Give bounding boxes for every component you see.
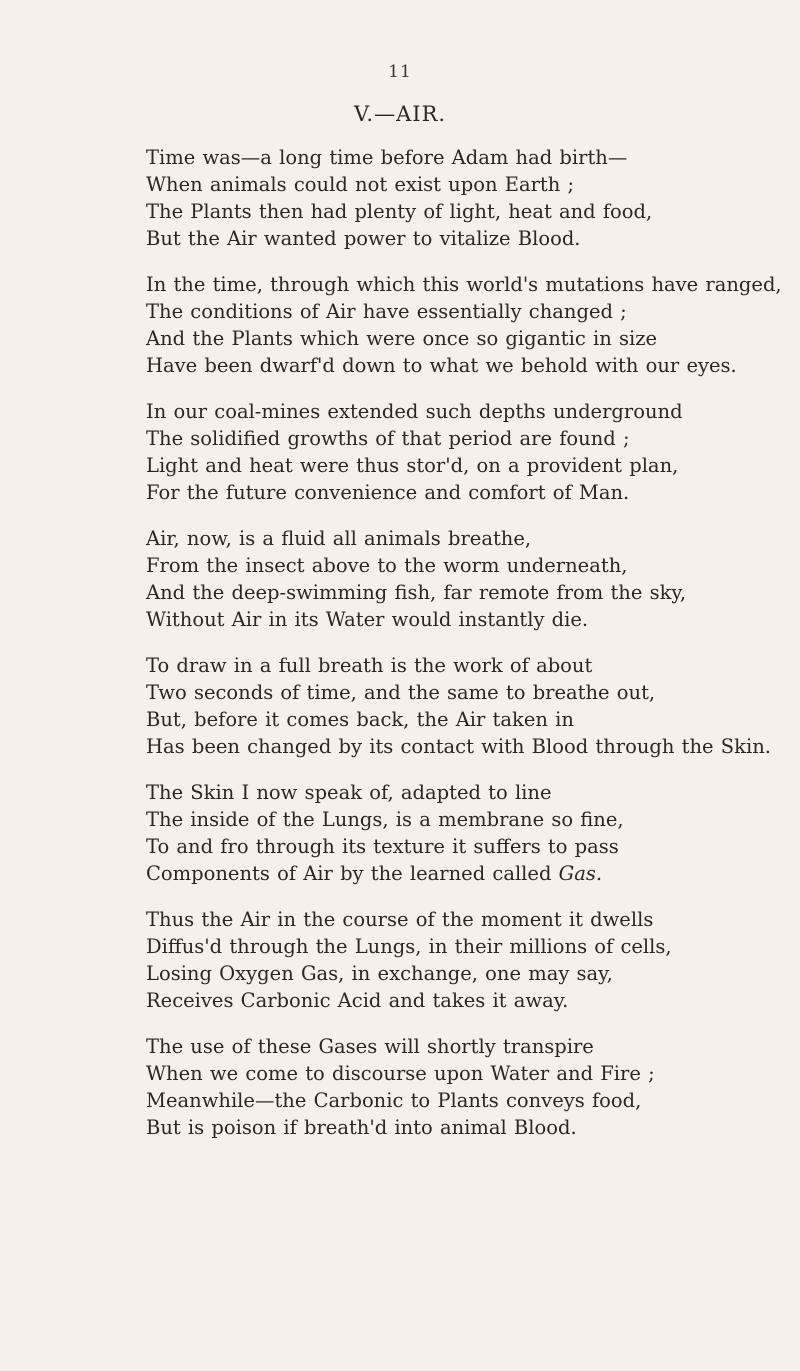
poem-line: Has been changed by its contact with Blood through the Skin. xyxy=(146,735,771,758)
poem-line: When we come to discourse upon Water and Fire ; xyxy=(146,1062,655,1085)
poem-line: For the future convenience and comfort of Man. xyxy=(146,481,630,504)
stanza-4 xyxy=(146,525,786,633)
poem-line: The Plants then had plenty of light, heat and food, xyxy=(146,200,653,223)
poem-line xyxy=(146,860,786,887)
stanza-5 xyxy=(146,652,786,760)
italic-word: Gas. xyxy=(558,862,603,885)
poem-body xyxy=(146,144,786,1160)
stanza-7 xyxy=(146,906,786,1014)
poem-line: The solidified growths of that period are found ; xyxy=(146,427,630,450)
stanza-6 xyxy=(146,779,786,887)
stanza-3 xyxy=(146,398,786,506)
page-number: 11 xyxy=(388,62,412,82)
poem-line: Air, now, is a fluid all animals breathe, xyxy=(146,527,532,550)
poem-line: When animals could not exist upon Earth ; xyxy=(146,173,575,196)
poem-line: Without Air in its Water would instantly die. xyxy=(146,608,589,631)
poem-line: And the deep-swimming fish, far remote from the sky, xyxy=(146,581,687,604)
poem-line: To and fro through its texture it suffers to pass xyxy=(146,835,619,858)
poem-line: The Skin I now speak of, adapted to line xyxy=(146,781,552,804)
stanza-1 xyxy=(146,144,786,252)
poem-line: But, before it comes back, the Air taken in xyxy=(146,708,574,731)
poem-line: And the Plants which were once so gigantic in size xyxy=(146,327,658,350)
poem-line: But the Air wanted power to vitalize Blood. xyxy=(146,227,581,250)
poem-line: Light and heat were thus stor'd, on a provident plan, xyxy=(146,454,679,477)
poem-line: The inside of the Lungs, is a membrane so fine, xyxy=(146,808,624,831)
poem-line-text: Components of Air by the learned called xyxy=(146,862,552,885)
poem-title: V.—AIR. xyxy=(353,102,447,126)
poem-line: The use of these Gases will shortly transpire xyxy=(146,1035,594,1058)
stanza-2 xyxy=(146,271,786,379)
poem-line: In the time, through which this world's mutations have ranged, xyxy=(146,273,782,296)
poem-line: Losing Oxygen Gas, in exchange, one may say, xyxy=(146,962,613,985)
poem-line: Two seconds of time, and the same to breathe out, xyxy=(146,681,656,704)
poem-line: Thus the Air in the course of the moment it dwells xyxy=(146,908,654,931)
poem-line: Diffus'd through the Lungs, in their millions of cells, xyxy=(146,935,672,958)
poem-line: To draw in a full breath is the work of about xyxy=(146,654,593,677)
poem-line: Meanwhile—the Carbonic to Plants conveys food, xyxy=(146,1089,642,1112)
poem-line: But is poison if breath'd into animal Blood. xyxy=(146,1116,577,1139)
poem-line: In our coal-mines extended such depths underground xyxy=(146,400,683,423)
poem-line: Time was—a long time before Adam had birth— xyxy=(146,146,628,169)
poem-line: From the insect above to the worm underneath, xyxy=(146,554,628,577)
poem-line: The conditions of Air have essentially changed ; xyxy=(146,300,627,323)
poem-line: Receives Carbonic Acid and takes it away. xyxy=(146,989,569,1012)
stanza-8 xyxy=(146,1033,786,1141)
poem-line: Have been dwarf'd down to what we behold with our eyes. xyxy=(146,354,737,377)
